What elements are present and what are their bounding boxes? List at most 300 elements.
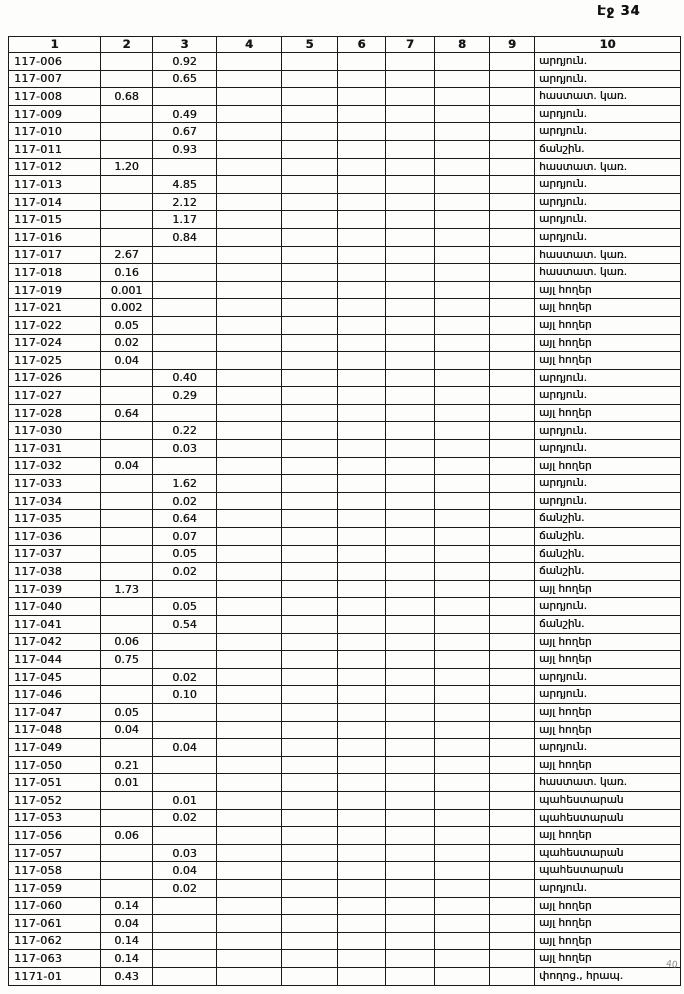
table-row: [9, 123, 681, 141]
area-value-cell: [338, 492, 386, 510]
area-value-cell: [338, 158, 386, 176]
parcel-code-cell: 117-033: [9, 475, 101, 493]
area-value-cell: [282, 668, 338, 686]
land-use-cell: այլ հողեր: [535, 334, 681, 352]
area-value-cell: 0.22: [153, 422, 217, 440]
area-value-cell: 0.68: [101, 88, 153, 106]
area-value-cell: [338, 53, 386, 71]
area-value-cell: [386, 404, 435, 422]
area-value-cell: [490, 387, 535, 405]
area-value-cell: [282, 528, 338, 546]
area-value-cell: 0.04: [153, 739, 217, 757]
land-use-cell: այլ հողեր: [535, 316, 681, 334]
area-value-cell: [490, 70, 535, 88]
table-row: [9, 228, 681, 246]
area-value-cell: [338, 176, 386, 194]
area-value-cell: [153, 703, 217, 721]
area-value-cell: [282, 158, 338, 176]
area-value-cell: [153, 352, 217, 370]
table-row: [9, 580, 681, 598]
table-row: [9, 140, 681, 158]
area-value-cell: [282, 369, 338, 387]
table-row: [9, 756, 681, 774]
parcel-code-cell: 117-042: [9, 633, 101, 651]
area-value-cell: [101, 422, 153, 440]
area-value-cell: [217, 140, 282, 158]
area-value-cell: [338, 827, 386, 845]
parcel-code-cell: 117-049: [9, 739, 101, 757]
area-value-cell: [153, 316, 217, 334]
area-value-cell: [282, 967, 338, 985]
table-row: [9, 316, 681, 334]
area-value-cell: [217, 809, 282, 827]
land-use-cell: ճանշին.: [535, 140, 681, 158]
area-value-cell: [217, 281, 282, 299]
land-use-cell: արդյուն.: [535, 440, 681, 458]
land-use-cell: այլ հողեր: [535, 281, 681, 299]
area-value-cell: [386, 264, 435, 282]
table-row: [9, 334, 681, 352]
area-value-cell: [435, 668, 490, 686]
area-value-cell: [490, 580, 535, 598]
area-value-cell: [101, 369, 153, 387]
land-use-cell: այլ հողեր: [535, 756, 681, 774]
area-value-cell: 0.05: [153, 598, 217, 616]
parcel-code-cell: 117-036: [9, 528, 101, 546]
area-value-cell: [490, 862, 535, 880]
area-value-cell: [490, 563, 535, 581]
land-use-cell: արդյուն.: [535, 739, 681, 757]
area-value-cell: [338, 281, 386, 299]
area-value-cell: [153, 158, 217, 176]
area-value-cell: [490, 281, 535, 299]
parcel-code-cell: 117-045: [9, 668, 101, 686]
area-value-cell: [282, 686, 338, 704]
area-value-cell: [490, 739, 535, 757]
area-value-cell: [435, 809, 490, 827]
parcel-code-cell: 117-012: [9, 158, 101, 176]
area-value-cell: [386, 879, 435, 897]
area-value-cell: 1.20: [101, 158, 153, 176]
area-value-cell: 0.49: [153, 105, 217, 123]
area-value-cell: [282, 827, 338, 845]
table-row: [9, 440, 681, 458]
area-value-cell: [490, 176, 535, 194]
area-value-cell: [386, 176, 435, 194]
area-value-cell: [101, 545, 153, 563]
area-value-cell: 1.17: [153, 211, 217, 229]
table-row: [9, 651, 681, 669]
area-value-cell: 0.14: [101, 932, 153, 950]
area-value-cell: 0.02: [153, 492, 217, 510]
table-row: [9, 369, 681, 387]
area-value-cell: [338, 316, 386, 334]
table-row: [9, 211, 681, 229]
parcel-code-cell: 117-037: [9, 545, 101, 563]
area-value-cell: [490, 616, 535, 634]
area-value-cell: [386, 53, 435, 71]
area-value-cell: [490, 950, 535, 968]
area-value-cell: [338, 879, 386, 897]
table-row: [9, 510, 681, 528]
area-value-cell: [435, 510, 490, 528]
area-value-cell: [153, 651, 217, 669]
area-value-cell: [435, 545, 490, 563]
area-value-cell: [217, 879, 282, 897]
area-value-cell: [435, 352, 490, 370]
area-value-cell: 0.06: [101, 827, 153, 845]
land-use-cell: ճանշին.: [535, 545, 681, 563]
area-value-cell: [282, 422, 338, 440]
area-value-cell: [101, 211, 153, 229]
area-value-cell: [435, 633, 490, 651]
table-row: [9, 668, 681, 686]
land-use-cell: արդյուն.: [535, 422, 681, 440]
area-value-cell: [282, 457, 338, 475]
area-value-cell: [338, 140, 386, 158]
area-value-cell: [386, 369, 435, 387]
table-row: [9, 686, 681, 704]
area-value-cell: [490, 774, 535, 792]
column-header: 7: [386, 37, 435, 53]
area-value-cell: [490, 140, 535, 158]
area-value-cell: [338, 299, 386, 317]
table-row: [9, 616, 681, 634]
area-value-cell: 0.02: [101, 334, 153, 352]
area-value-cell: 0.01: [153, 791, 217, 809]
area-value-cell: 0.001: [101, 281, 153, 299]
area-value-cell: [101, 668, 153, 686]
area-value-cell: 0.02: [153, 668, 217, 686]
area-value-cell: [435, 105, 490, 123]
area-value-cell: [101, 809, 153, 827]
area-value-cell: [282, 616, 338, 634]
area-value-cell: [490, 827, 535, 845]
land-use-cell: հաստատ. կառ.: [535, 158, 681, 176]
area-value-cell: [217, 53, 282, 71]
table-row: [9, 475, 681, 493]
area-value-cell: [386, 721, 435, 739]
area-value-cell: [386, 616, 435, 634]
parcel-code-cell: 117-027: [9, 387, 101, 405]
area-value-cell: [490, 879, 535, 897]
area-value-cell: [101, 123, 153, 141]
area-value-cell: [338, 88, 386, 106]
area-value-cell: [435, 528, 490, 546]
area-value-cell: [386, 915, 435, 933]
column-header: 6: [338, 37, 386, 53]
area-value-cell: [101, 140, 153, 158]
area-value-cell: [435, 475, 490, 493]
area-value-cell: 0.05: [101, 703, 153, 721]
area-value-cell: [435, 316, 490, 334]
land-use-cell: ճանշին.: [535, 616, 681, 634]
table-row: [9, 492, 681, 510]
area-value-cell: 0.65: [153, 70, 217, 88]
land-use-cell: պահեստարան: [535, 791, 681, 809]
area-value-cell: 0.21: [101, 756, 153, 774]
area-value-cell: [386, 246, 435, 264]
area-value-cell: [338, 563, 386, 581]
area-value-cell: 0.75: [101, 651, 153, 669]
area-value-cell: [282, 756, 338, 774]
table-row: [9, 809, 681, 827]
land-use-cell: այլ հողեր: [535, 703, 681, 721]
area-value-cell: [338, 844, 386, 862]
area-value-cell: [338, 70, 386, 88]
area-value-cell: [338, 721, 386, 739]
parcel-code-cell: 117-061: [9, 915, 101, 933]
table-row: [9, 827, 681, 845]
parcel-code-cell: 117-053: [9, 809, 101, 827]
area-value-cell: [490, 756, 535, 774]
area-value-cell: 2.67: [101, 246, 153, 264]
area-value-cell: [435, 827, 490, 845]
area-value-cell: [435, 387, 490, 405]
table-row: [9, 105, 681, 123]
land-use-cell: այլ հողեր: [535, 299, 681, 317]
column-header: 5: [282, 37, 338, 53]
area-value-cell: 0.64: [101, 404, 153, 422]
area-value-cell: [435, 176, 490, 194]
area-value-cell: [282, 246, 338, 264]
area-value-cell: [435, 915, 490, 933]
table-row: [9, 879, 681, 897]
land-use-cell: արդյուն.: [535, 105, 681, 123]
area-value-cell: [435, 879, 490, 897]
parcel-code-cell: 117-009: [9, 105, 101, 123]
area-value-cell: [386, 475, 435, 493]
area-value-cell: [217, 264, 282, 282]
land-use-cell: այլ հողեր: [535, 404, 681, 422]
area-value-cell: [490, 457, 535, 475]
parcel-code-cell: 117-007: [9, 70, 101, 88]
area-value-cell: [217, 457, 282, 475]
area-value-cell: [386, 545, 435, 563]
area-value-cell: [217, 422, 282, 440]
area-value-cell: [490, 528, 535, 546]
area-value-cell: [338, 457, 386, 475]
area-value-cell: [386, 580, 435, 598]
area-value-cell: [435, 721, 490, 739]
area-value-cell: [217, 598, 282, 616]
area-value-cell: 0.05: [101, 316, 153, 334]
area-value-cell: [490, 475, 535, 493]
area-value-cell: [282, 510, 338, 528]
area-value-cell: [153, 281, 217, 299]
area-value-cell: [282, 352, 338, 370]
area-value-cell: [386, 352, 435, 370]
area-value-cell: [153, 721, 217, 739]
land-use-cell: արդյուն.: [535, 686, 681, 704]
area-value-cell: [435, 140, 490, 158]
land-use-cell: պահեստարան: [535, 844, 681, 862]
area-value-cell: [490, 686, 535, 704]
table-row: [9, 387, 681, 405]
parcel-code-cell: 117-032: [9, 457, 101, 475]
area-value-cell: [338, 369, 386, 387]
area-value-cell: [386, 633, 435, 651]
area-value-cell: [101, 176, 153, 194]
area-value-cell: 0.43: [101, 967, 153, 985]
area-value-cell: 0.03: [153, 440, 217, 458]
area-value-cell: [435, 211, 490, 229]
area-value-cell: [490, 422, 535, 440]
area-value-cell: 0.29: [153, 387, 217, 405]
area-value-cell: [153, 897, 217, 915]
area-value-cell: [282, 598, 338, 616]
area-value-cell: [217, 932, 282, 950]
area-value-cell: [490, 334, 535, 352]
area-value-cell: [101, 193, 153, 211]
land-use-cell: հաստատ. կառ.: [535, 88, 681, 106]
area-value-cell: [490, 404, 535, 422]
area-value-cell: [217, 88, 282, 106]
area-value-cell: [282, 140, 338, 158]
table-row: [9, 739, 681, 757]
table-row: [9, 404, 681, 422]
column-header: 10: [535, 37, 681, 53]
area-value-cell: [282, 88, 338, 106]
area-value-cell: [386, 158, 435, 176]
area-value-cell: 0.05: [153, 545, 217, 563]
area-value-cell: [490, 651, 535, 669]
area-value-cell: [101, 844, 153, 862]
area-value-cell: [490, 721, 535, 739]
area-value-cell: [217, 492, 282, 510]
parcel-code-cell: 117-062: [9, 932, 101, 950]
area-value-cell: 0.04: [101, 915, 153, 933]
area-value-cell: [386, 668, 435, 686]
parcel-code-cell: 117-051: [9, 774, 101, 792]
land-use-cell: պահեստարան: [535, 862, 681, 880]
area-value-cell: [435, 756, 490, 774]
area-value-cell: [217, 176, 282, 194]
table-row: [9, 967, 681, 985]
area-value-cell: [217, 791, 282, 809]
land-use-cell: այլ հողեր: [535, 633, 681, 651]
area-value-cell: [338, 686, 386, 704]
parcel-code-cell: 117-044: [9, 651, 101, 669]
area-value-cell: [386, 228, 435, 246]
table-row: [9, 633, 681, 651]
land-use-cell: այլ հողեր: [535, 721, 681, 739]
table-row: [9, 721, 681, 739]
column-header: 3: [153, 37, 217, 53]
area-value-cell: [217, 897, 282, 915]
area-value-cell: [435, 440, 490, 458]
area-value-cell: [490, 545, 535, 563]
area-value-cell: [217, 316, 282, 334]
area-value-cell: [386, 457, 435, 475]
area-value-cell: [435, 193, 490, 211]
area-value-cell: [338, 475, 386, 493]
table-row: [9, 53, 681, 71]
table-row: [9, 932, 681, 950]
area-value-cell: [338, 334, 386, 352]
parcel-code-cell: 117-019: [9, 281, 101, 299]
area-value-cell: [101, 563, 153, 581]
area-value-cell: [217, 246, 282, 264]
area-value-cell: [435, 123, 490, 141]
area-value-cell: [490, 105, 535, 123]
area-value-cell: [386, 809, 435, 827]
area-value-cell: [217, 404, 282, 422]
area-value-cell: [386, 967, 435, 985]
area-value-cell: [153, 246, 217, 264]
column-header: 4: [217, 37, 282, 53]
area-value-cell: [101, 105, 153, 123]
area-value-cell: [282, 844, 338, 862]
parcel-code-cell: 117-057: [9, 844, 101, 862]
land-use-cell: հաստատ. կառ.: [535, 246, 681, 264]
area-value-cell: [101, 53, 153, 71]
area-value-cell: [153, 264, 217, 282]
area-value-cell: [386, 140, 435, 158]
table-row: [9, 264, 681, 282]
area-value-cell: [338, 791, 386, 809]
area-value-cell: [153, 299, 217, 317]
area-value-cell: [101, 475, 153, 493]
area-value-cell: [435, 651, 490, 669]
area-value-cell: [282, 721, 338, 739]
table-row: [9, 246, 681, 264]
area-value-cell: [490, 897, 535, 915]
area-value-cell: [282, 774, 338, 792]
area-value-cell: [217, 950, 282, 968]
area-value-cell: [282, 123, 338, 141]
area-value-cell: [282, 228, 338, 246]
table-row: [9, 791, 681, 809]
parcel-code-cell: 117-028: [9, 404, 101, 422]
area-value-cell: [217, 633, 282, 651]
area-value-cell: [338, 651, 386, 669]
area-value-cell: [217, 211, 282, 229]
area-value-cell: [435, 158, 490, 176]
area-value-cell: [386, 440, 435, 458]
area-value-cell: [282, 475, 338, 493]
area-value-cell: [435, 862, 490, 880]
area-value-cell: [282, 950, 338, 968]
area-value-cell: 4.85: [153, 176, 217, 194]
table-row: [9, 158, 681, 176]
area-value-cell: [101, 528, 153, 546]
parcel-code-cell: 117-017: [9, 246, 101, 264]
area-value-cell: [217, 739, 282, 757]
area-value-cell: [282, 545, 338, 563]
area-value-cell: [338, 404, 386, 422]
area-value-cell: 0.64: [153, 510, 217, 528]
parcel-code-cell: 117-046: [9, 686, 101, 704]
area-value-cell: [282, 193, 338, 211]
area-value-cell: [435, 932, 490, 950]
parcel-code-cell: 117-021: [9, 299, 101, 317]
area-value-cell: [338, 545, 386, 563]
area-value-cell: [217, 352, 282, 370]
area-value-cell: [386, 862, 435, 880]
land-use-cell: ճանշին.: [535, 528, 681, 546]
parcel-code-cell: 117-038: [9, 563, 101, 581]
area-value-cell: [386, 791, 435, 809]
area-value-cell: 0.54: [153, 616, 217, 634]
area-value-cell: [217, 862, 282, 880]
area-value-cell: [435, 703, 490, 721]
parcel-code-cell: 117-052: [9, 791, 101, 809]
area-value-cell: [217, 827, 282, 845]
area-value-cell: [101, 616, 153, 634]
area-value-cell: 0.03: [153, 844, 217, 862]
land-use-cell: արդյուն.: [535, 228, 681, 246]
